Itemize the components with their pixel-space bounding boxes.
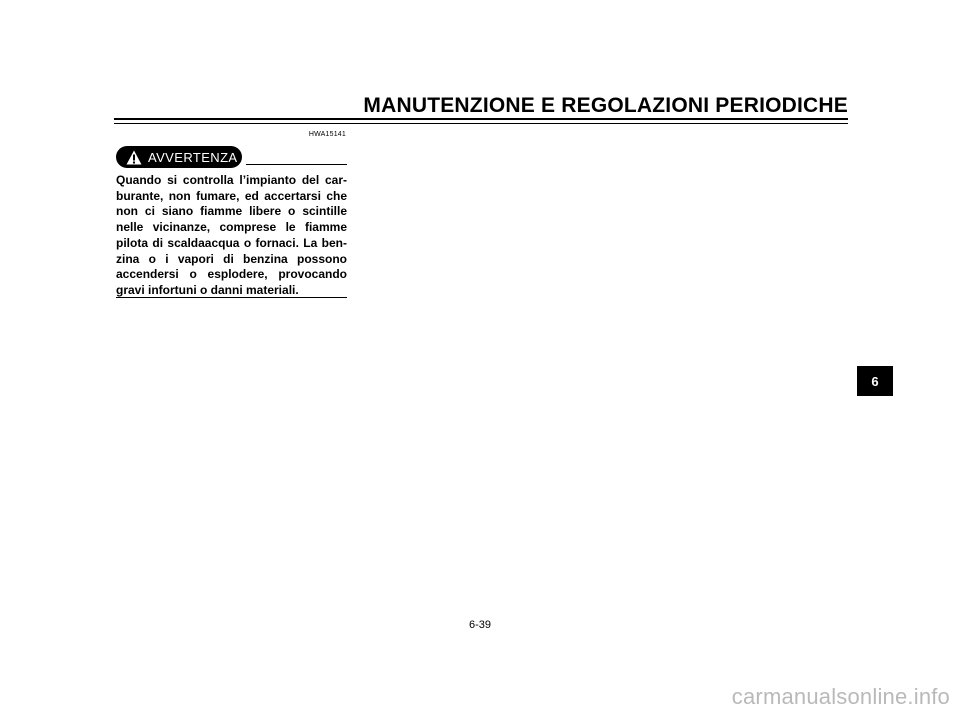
warning-label: AVVERTENZA <box>148 149 238 165</box>
warning-line: zina o i vapori di benzina possono <box>116 251 347 266</box>
warning-line: nelle vicinanze, comprese le fiamme <box>116 220 347 235</box>
warning-end-rule <box>116 297 347 298</box>
warning-line: accendersi o esplodere, provocando <box>116 267 347 282</box>
warning-body <box>116 173 347 299</box>
warning-code: HWA15141 <box>308 131 346 138</box>
warning-rule <box>246 164 347 165</box>
warning-line: gravi infortuni o danni materiali. <box>116 282 299 297</box>
header-rule-thin <box>114 123 848 124</box>
warning-badge <box>116 146 242 168</box>
warning-line: non ci siano fiamme libere o scintille <box>116 204 347 219</box>
watermark: carmanualsonline.info <box>731 684 950 709</box>
warning-line: pilota di scaldaacqua o fornaci. La ben- <box>116 235 347 250</box>
warning-line: Quando si controlla l’impianto del car- <box>116 173 347 187</box>
page-number: 6-39 <box>468 619 492 631</box>
warning-triangle-icon <box>126 150 142 165</box>
page-title: MANUTENZIONE E REGOLAZIONI PERIODICHE <box>363 94 848 117</box>
warning-line: burante, non fumare, ed accertarsi che <box>116 188 347 203</box>
chapter-tab: 6 <box>857 366 893 396</box>
header-rule-thick <box>114 118 848 120</box>
